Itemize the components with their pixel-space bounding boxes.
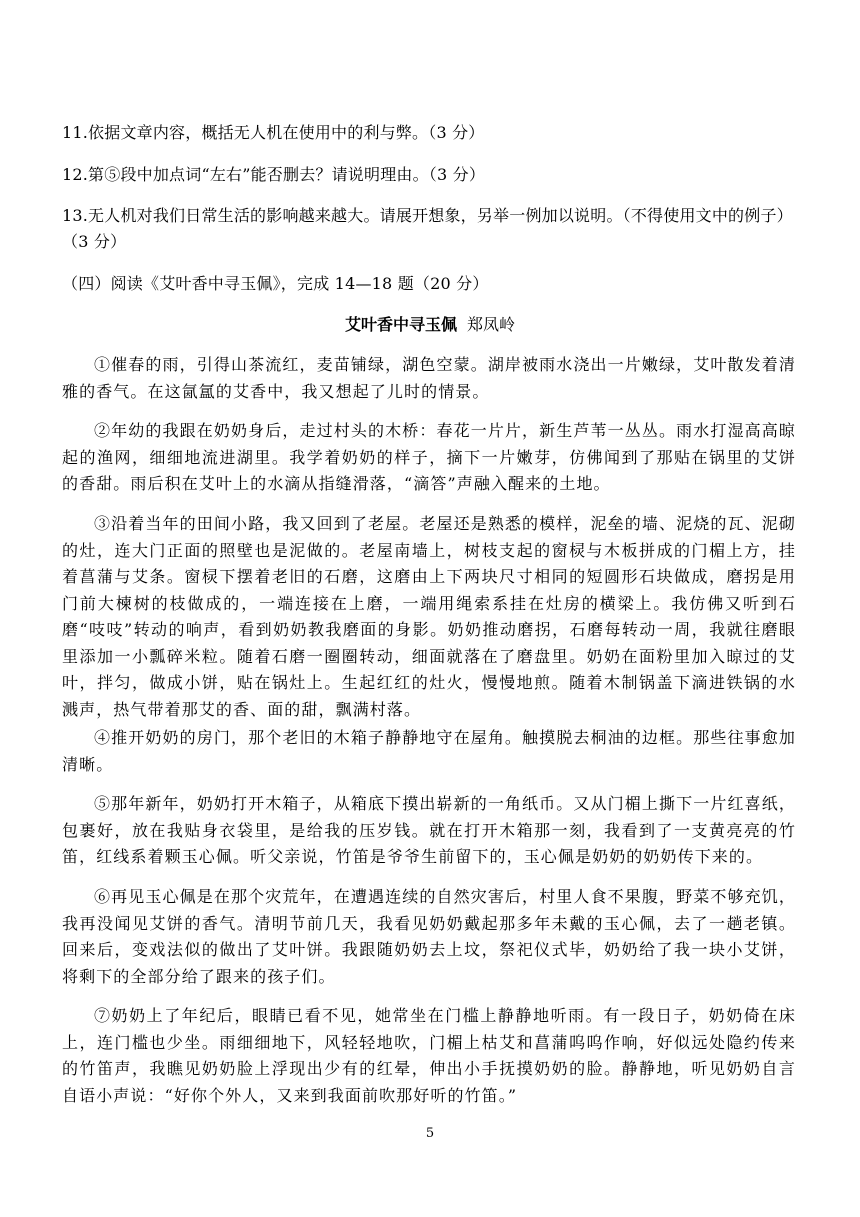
paragraph-5: ⑤那年新年，奶奶打开木箱子，从箱底下摸出崭新的一角纸币。又从门楣上撕下一片红喜纸，包裹好，放在我贴身衣袋里，是给我的压岁钱。就在打开木箱那一刻，我看到了一支黄亮亮的竹笛，红线系着颗玉心佩。听父亲说，竹笛是爷爷生前留下的，玉心佩是奶奶的奶奶传下来的。 — [62, 794, 796, 866]
article-author: 郑凤岭 — [467, 315, 516, 334]
paragraph-2: ②年幼的我跟在奶奶身后，走过村头的木桥：春花一片片，新生芦苇一丛丛。雨水打湿高高晾起的渔网，细细地流进湖里。我学着奶奶的样子，摘下一片嫩芽，仿佛闻到了那贴在锅里的艾饼的香甜。雨后积在艾叶上的水滴从指缝滑落，“滴答”声融入醒来的土地。 — [62, 421, 796, 493]
question-11: 11.依据文章内容，概括无人机在使用中的利与弊。（3 分） — [62, 123, 485, 142]
paragraph-7: ⑦奶奶上了年纪后，眼睛已看不见，她常坐在门槛上静静地听雨。有一段日子，奶奶倚在床上，连门槛也少坐。雨细细地下，风轻轻地吹，门楣上枯艾和菖蒲呜呜作响，好似远处隐约传来的竹笛声，我瞧见奶奶脸上浮现出少有的红晕，伸出小手抚摸奶奶的脸。静静地，听见奶奶自言自语小声说：“好你个外人，又来到我面前吹那好听的竹笛。” — [62, 1006, 796, 1105]
article-title-line — [0, 312, 860, 338]
page-number: 5 — [425, 1126, 435, 1141]
paragraph-3: ③沿着当年的田间小路，我又回到了老屋。老屋还是熟悉的模样，泥垒的墙、泥烧的瓦、泥砌的灶，连大门正面的照壁也是泥做的。老屋南墙上，树枝支起的窗棂与木板拼成的门楣上方，挂着菖蒲与艾条。窗棂下摆着老旧的石磨，这磨由上下两块尺寸相同的短圆形石块做成，磨拐是用门前大楝树的枝做成的，一端连接在上磨，一端用绳索系挂在灶房的横梁上。我仿佛又听到石磨“吱吱”转动的响声，看到奶奶教我磨面的身影。奶奶推动磨拐，石磨每转动一周，我就往磨眼里添加一小瓢碎米粒。随着石磨一圈圈转动，细面就落在了磨盘里。奶奶在面粉里加入晾过的艾叶，拌匀，做成小饼，贴在锅灶上。生起红红的灶火，慢慢地煎。随着木制锅盖下滴进铁锅的水溅声，热气带着那艾的香、面的甜，飘满村落。 — [62, 514, 796, 719]
question-13: 13.无人机对我们日常生活的影响越来越大。请展开想象，另举一例加以说明。（不得使用文中的例子）（3 分） — [62, 206, 793, 251]
paragraph-6: ⑥再见玉心佩是在那个灾荒年，在遭遇连续的自然灾害后，村里人食不果腹，野菜不够充饥，我再没闻见艾饼的香气。清明节前几天，我看见奶奶戴起那多年未戴的玉心佩，去了一趟老镇。回来后，变戏法似的做出了艾叶饼。我跟随奶奶去上坟，祭祀仪式毕，奶奶给了我一块小艾饼，将剩下的全部分给了跟来的孩子们。 — [62, 887, 796, 986]
section-heading: （四）阅读《艾叶香中寻玉佩》，完成 14—18 题（20 分） — [62, 274, 489, 293]
article-title: 艾叶香中寻玉佩 — [344, 315, 457, 334]
paragraph-1: ①催春的雨，引得山茶流红，麦苗铺绿，湖色空蒙。湖岸被雨水浇出一片嫩绿，艾叶散发着清雅的香气。在这氤氲的艾香中，我又想起了儿时的情景。 — [62, 355, 796, 401]
question-12: 12.第⑤段中加点词“左右”能否删去？请说明理由。（3 分） — [62, 165, 486, 184]
paragraph-4: ④推开奶奶的房门，那个老旧的木箱子静静地守在屋角。触摸脱去桐油的边框。那些往事愈加清晰。 — [62, 728, 796, 774]
